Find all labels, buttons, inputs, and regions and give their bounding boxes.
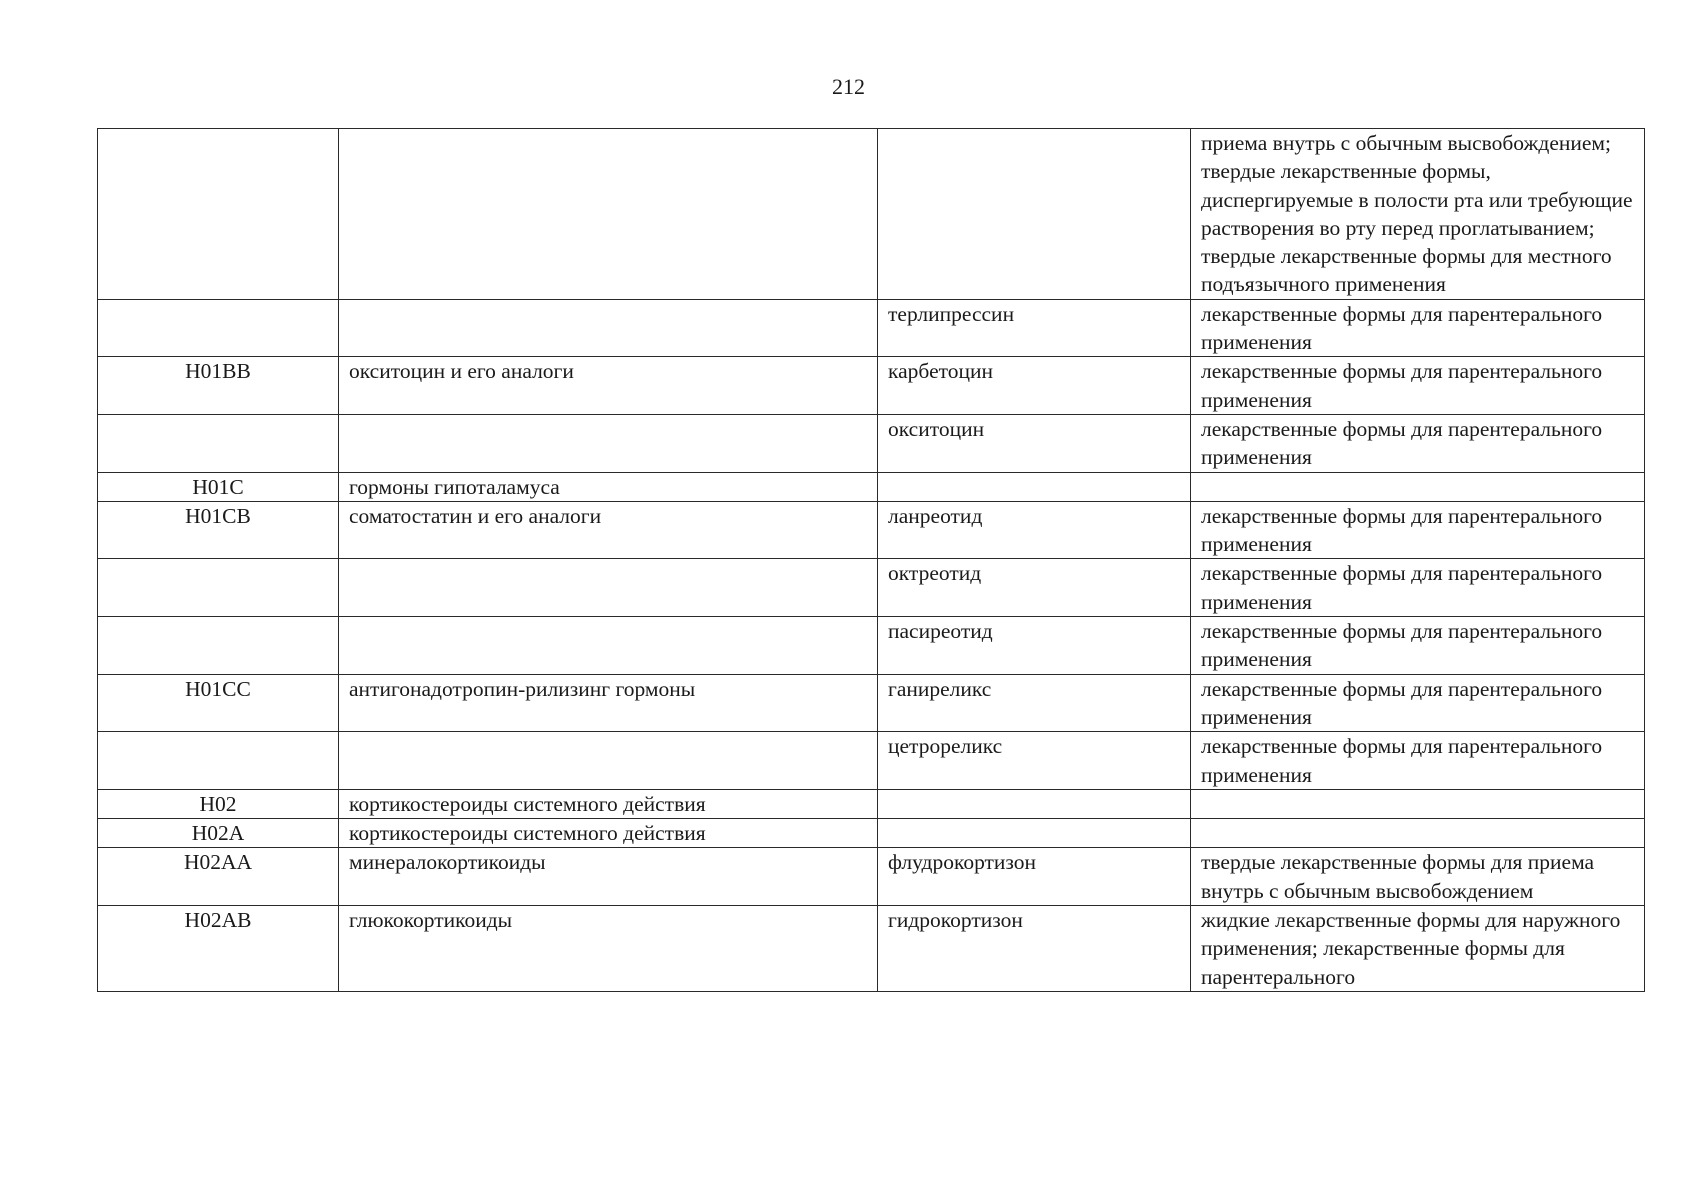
dosage-form-cell: лекарственные формы для парентерального применения <box>1191 617 1645 675</box>
group-name-cell: соматостатин и его аналоги <box>339 501 878 559</box>
table-row <box>98 501 1645 559</box>
group-name-cell <box>339 617 878 675</box>
table-row <box>98 129 1645 300</box>
dosage-form-cell <box>1191 789 1645 818</box>
dosage-form-cell <box>1191 819 1645 848</box>
medication-table <box>97 128 1645 992</box>
table-row <box>98 674 1645 732</box>
dosage-form-cell: лекарственные формы для парентерального применения <box>1191 357 1645 415</box>
drug-name-cell: ланреотид <box>878 501 1191 559</box>
table-row <box>98 732 1645 790</box>
drug-name-cell <box>878 789 1191 818</box>
dosage-form-cell: приема внутрь с обычным высвобождением; твердые лекарственные формы, диспергируемые в полости рта или требующие растворения во рту перед проглатыванием; твердые лекарственные формы для местного подъязычного применения <box>1191 129 1645 300</box>
group-name-cell: минералокортикоиды <box>339 848 878 906</box>
dosage-form-cell: твердые лекарственные формы для приема внутрь с обычным высвобождением <box>1191 848 1645 906</box>
table-row <box>98 819 1645 848</box>
table-row <box>98 906 1645 992</box>
drug-name-cell <box>878 819 1191 848</box>
atc-code-cell <box>98 129 339 300</box>
group-name-cell <box>339 414 878 472</box>
atc-code-cell <box>98 559 339 617</box>
atc-code-cell: H02 <box>98 789 339 818</box>
table-row <box>98 559 1645 617</box>
dosage-form-cell: лекарственные формы для парентерального применения <box>1191 501 1645 559</box>
dosage-form-cell: лекарственные формы для парентерального применения <box>1191 559 1645 617</box>
page-number: 212 <box>832 74 865 99</box>
atc-code-cell: H01BB <box>98 357 339 415</box>
drug-name-cell <box>878 129 1191 300</box>
group-name-cell <box>339 559 878 617</box>
atc-code-cell <box>98 732 339 790</box>
group-name-cell <box>339 129 878 300</box>
group-name-cell: антигонадотропин-рилизинг гормоны <box>339 674 878 732</box>
table-row <box>98 789 1645 818</box>
drug-name-cell: терлипрессин <box>878 299 1191 357</box>
drug-name-cell: ганиреликс <box>878 674 1191 732</box>
atc-code-cell: H01CC <box>98 674 339 732</box>
drug-name-cell: октреотид <box>878 559 1191 617</box>
dosage-form-cell: лекарственные формы для парентерального применения <box>1191 732 1645 790</box>
dosage-form-cell: лекарственные формы для парентерального применения <box>1191 299 1645 357</box>
group-name-cell <box>339 299 878 357</box>
drug-name-cell <box>878 472 1191 501</box>
drug-name-cell: карбетоцин <box>878 357 1191 415</box>
group-name-cell: гормоны гипоталамуса <box>339 472 878 501</box>
group-name-cell: кортикостероиды системного действия <box>339 789 878 818</box>
drug-name-cell: гидрокортизон <box>878 906 1191 992</box>
group-name-cell: кортикостероиды системного действия <box>339 819 878 848</box>
table-row <box>98 414 1645 472</box>
dosage-form-cell: жидкие лекарственные формы для наружного применения; лекарственные формы для парентерального <box>1191 906 1645 992</box>
table-row <box>98 848 1645 906</box>
table-row <box>98 472 1645 501</box>
atc-code-cell: H02A <box>98 819 339 848</box>
atc-code-cell <box>98 617 339 675</box>
dosage-form-cell: лекарственные формы для парентерального применения <box>1191 414 1645 472</box>
atc-code-cell: H02AB <box>98 906 339 992</box>
table-row <box>98 299 1645 357</box>
drug-name-cell: пасиреотид <box>878 617 1191 675</box>
dosage-form-cell <box>1191 472 1645 501</box>
table-row <box>98 357 1645 415</box>
group-name-cell <box>339 732 878 790</box>
atc-code-cell: H01CB <box>98 501 339 559</box>
atc-code-cell: H02AA <box>98 848 339 906</box>
atc-code-cell <box>98 414 339 472</box>
drug-name-cell: окситоцин <box>878 414 1191 472</box>
atc-code-cell <box>98 299 339 357</box>
group-name-cell: глюкокортикоиды <box>339 906 878 992</box>
group-name-cell: окситоцин и его аналоги <box>339 357 878 415</box>
table-row <box>98 617 1645 675</box>
drug-name-cell: цетрореликс <box>878 732 1191 790</box>
atc-code-cell: H01C <box>98 472 339 501</box>
dosage-form-cell: лекарственные формы для парентерального применения <box>1191 674 1645 732</box>
drug-name-cell: флудрокортизон <box>878 848 1191 906</box>
